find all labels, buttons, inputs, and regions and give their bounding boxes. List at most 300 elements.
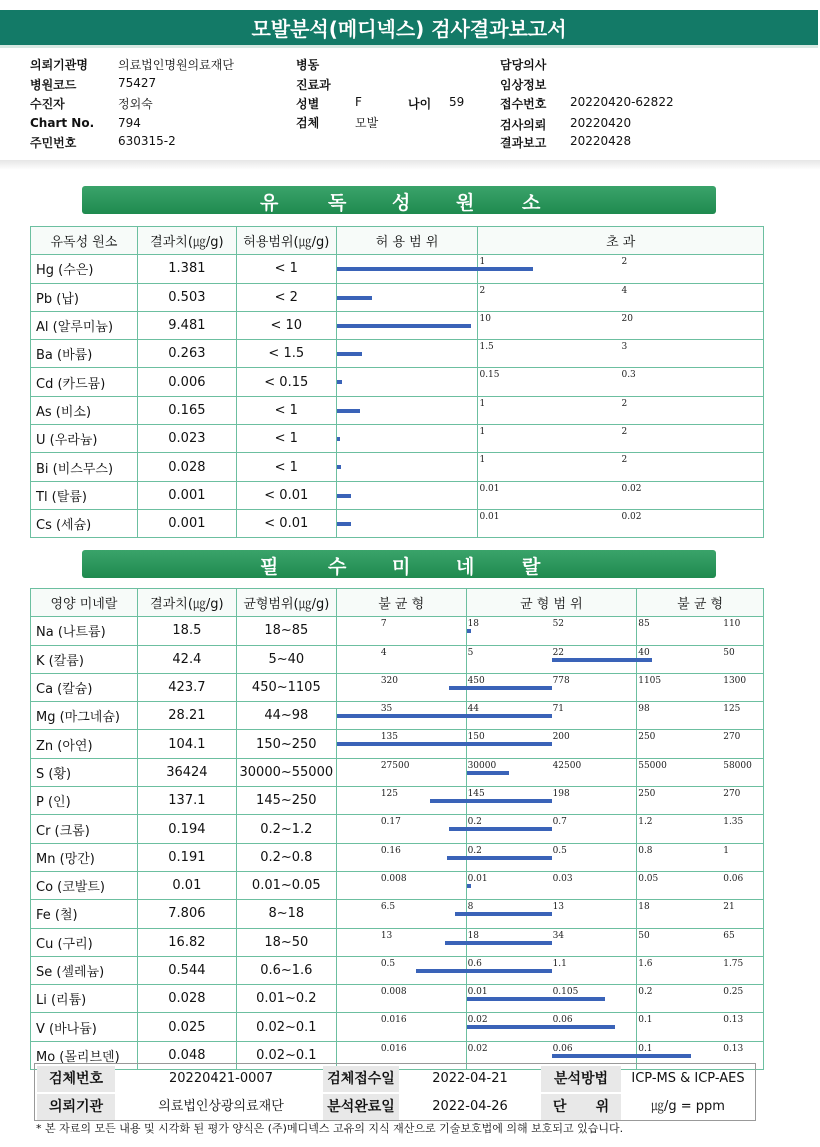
result-bar [467,827,553,831]
high-zone [637,730,764,758]
excess-zone [478,255,764,283]
tick-label: 0.1 [638,1015,653,1026]
mineral-row [31,730,764,758]
balance-zone [466,871,637,899]
high-zone [637,673,764,701]
mineral-header: 불 균 형 [637,589,764,617]
tick-label: 778 [552,675,570,686]
result-bar [467,714,553,718]
low-zone [336,1013,466,1041]
mineral-name: Co (코발트) [31,871,138,899]
result-bar [337,352,362,356]
sex-label: 성별 [296,97,320,111]
excess-zone [478,453,764,481]
chart-value: 794 [118,116,141,130]
tick-label: 0.01 [467,987,488,998]
balance-zone [466,645,637,673]
tick-label: 42500 [552,760,582,771]
receipt-label: 접수번호 [500,97,547,111]
toxic-row [31,425,764,453]
tick-label: 18 [467,930,480,941]
allowed-zone [336,481,478,509]
receipt-date-label: 검체접수일 [323,1066,399,1092]
low-zone [336,900,466,928]
result-bar [337,409,360,413]
toxic-row [31,311,764,339]
tick-label: 320 [380,675,398,686]
toxic-row [31,396,764,424]
mineral-name: Li (리튬) [31,985,138,1013]
tick-label: 0.02 [467,1015,488,1026]
mineral-row [31,702,764,730]
high-zone [637,815,764,843]
tick-label: 0.02 [621,511,642,522]
tick-label: 4 [621,285,628,296]
tick-label: 0.02 [467,1043,488,1054]
tick-label: 0.13 [723,1015,744,1026]
tick-label: 18 [638,902,650,913]
tick-label: 2 [621,455,628,466]
mineral-name: P (인) [31,787,138,815]
clinical-label: 임상정보 [500,78,547,92]
tick-label: 0.01 [479,511,500,522]
result-bar [337,494,351,498]
result-bar [637,658,652,662]
mineral-row [31,985,764,1013]
high-zone [637,645,764,673]
balance-range: 18~85 [236,617,336,645]
excess-zone [478,368,764,396]
institution-label: 의뢰기관명 [30,58,88,72]
result-bar [467,629,471,633]
balance-range: 0.01~0.05 [236,871,336,899]
high-zone [637,956,764,984]
mineral-name: Mn (망간) [31,843,138,871]
toxic-header: 결과치(㎍/g) [137,227,236,255]
low-zone [336,843,466,871]
examinee-label: 수진자 [30,97,65,111]
result-bar [467,686,553,690]
tick-label: 0.105 [552,987,579,998]
mineral-name: Mg (마그네슘) [31,702,138,730]
mineral-banner-char: 네 [456,556,475,578]
tick-label: 50 [638,930,650,941]
mineral-banner-char: 랄 [522,556,541,578]
low-zone [336,985,466,1013]
result-bar [467,799,553,803]
result-value: 16.82 [137,928,236,956]
institution-value: 의료법인명원의료재단 [118,58,234,72]
tick-label: 450 [467,675,485,686]
mineral-name: Ca (칼슘) [31,673,138,701]
result-value: 0.263 [137,340,236,368]
tick-label: 145 [467,789,485,800]
allowed-zone [336,283,478,311]
result-value: 0.001 [137,509,236,537]
tick-label: 0.16 [380,845,401,856]
result-value: 0.006 [137,368,236,396]
result-bar [467,969,553,973]
tick-label: 270 [723,789,741,800]
mineral-name: Cr (크롬) [31,815,138,843]
tick-label: 0.05 [638,873,659,884]
result-bar [467,997,606,1001]
tick-label: 135 [380,732,398,743]
tick-label: 0.008 [380,987,407,998]
tick-label: 0.01 [467,873,488,884]
hospital-code-label: 병원코드 [30,78,77,92]
allowed-zone [336,311,478,339]
low-zone [336,956,466,984]
mineral-row [31,815,764,843]
analysis-footer [34,1063,756,1121]
result-value: 0.191 [137,843,236,871]
high-zone [637,871,764,899]
low-zone [336,787,466,815]
mineral-row [31,928,764,956]
tick-label: 1.5 [479,342,494,353]
sex-value: F [355,95,362,109]
low-zone [336,928,466,956]
tick-label: 22 [552,647,565,658]
tick-label: 0.016 [380,1043,407,1054]
result-bar [337,465,341,469]
tick-label: 1 [479,398,486,409]
tick-label: 52 [552,619,565,630]
tick-label: 1300 [723,675,747,686]
tick-label: 30000 [467,760,497,771]
result-value: 36424 [137,758,236,786]
report-value: 20220428 [570,134,632,148]
mineral-row [31,645,764,673]
result-bar [637,1054,690,1058]
mineral-banner-char: 미 [392,556,411,578]
request-label: 검사의뢰 [500,118,547,132]
tick-label: 0.13 [723,1043,744,1054]
tick-label: 20 [621,313,633,324]
result-value: 137.1 [137,787,236,815]
resident-value: 630315-2 [118,134,176,148]
mineral-banner-char: 필 [260,556,279,578]
tick-label: 125 [723,704,741,715]
balance-range: 30000~55000 [236,758,336,786]
tick-label: 1 [479,455,486,466]
high-zone [637,900,764,928]
element-name: Tl (탈륨) [31,481,138,509]
result-bar [467,742,553,746]
result-value: 1.381 [137,255,236,283]
result-value: 0.028 [137,453,236,481]
element-name: Bi (비스무스) [31,453,138,481]
mineral-banner [82,550,716,578]
balance-zone [466,815,637,843]
low-zone [336,702,466,730]
resident-label: 주민번호 [30,136,77,150]
divider [0,160,820,170]
mineral-name: Na (나트륨) [31,617,138,645]
result-value: 0.028 [137,985,236,1013]
result-bar [337,522,351,526]
mineral-row [31,956,764,984]
tick-label: 35 [380,704,393,715]
tick-label: 250 [638,789,656,800]
mineral-name: Cu (구리) [31,928,138,956]
balance-range: 450~1105 [236,673,336,701]
result-value: 0.503 [137,283,236,311]
tick-label: 55000 [638,760,667,771]
result-bar [467,884,471,888]
mineral-header: 결과치(㎍/g) [137,589,236,617]
result-value: 0.194 [137,815,236,843]
result-value: 0.025 [137,1013,236,1041]
result-bar [337,296,373,300]
mineral-name: Zn (아연) [31,730,138,758]
ward-label: 병동 [296,58,320,72]
tick-label: 1 [479,427,486,438]
tick-label: 1.35 [723,817,744,828]
balance-range: 0.02~0.1 [236,1013,336,1041]
balance-zone [466,928,637,956]
allowed-zone [336,340,478,368]
result-bar [337,380,343,384]
mineral-row [31,1013,764,1041]
age-value: 59 [449,95,465,109]
tick-label: 1 [723,845,729,856]
specimen-value: 모발 [355,116,379,130]
org-value: 의료법인상광의료재단 [158,1099,284,1114]
tick-label: 1.1 [552,958,567,969]
specimen-label: 검체 [296,116,320,130]
balance-zone [466,758,637,786]
tick-label: 1 [479,257,486,268]
low-zone [336,673,466,701]
receipt-value: 20220420-62822 [570,95,674,109]
high-zone [637,787,764,815]
balance-range: 150~250 [236,730,336,758]
toxic-row [31,368,764,396]
result-bar [449,686,467,690]
balance-zone [466,956,637,984]
tick-label: 6.5 [380,902,396,913]
tick-label: 0.3 [621,370,636,381]
element-name: Ba (바륨) [31,340,138,368]
balance-zone [466,985,637,1013]
tick-label: 270 [723,732,741,743]
allowed-range: < 1 [236,396,336,424]
result-value: 0.048 [137,1041,236,1069]
high-zone [637,1013,764,1041]
result-bar [337,742,467,746]
tick-label: 1105 [638,675,662,686]
tick-label: 13 [380,930,393,941]
low-zone [336,758,466,786]
balance-zone [466,900,637,928]
tick-label: 13 [552,902,565,913]
result-bar [447,856,467,860]
result-bar [467,912,553,916]
excess-zone [478,311,764,339]
result-bar [467,1025,616,1029]
balance-zone [466,617,637,645]
mineral-row [31,787,764,815]
balance-range: 0.02~0.1 [236,1041,336,1069]
allowed-range: < 0.15 [236,368,336,396]
tick-label: 0.03 [552,873,573,884]
balance-zone [466,730,637,758]
mineral-name: V (바나듐) [31,1013,138,1041]
tick-label: 2 [621,398,628,409]
allowed-range: < 2 [236,283,336,311]
examinee-value: 정외숙 [118,97,153,111]
toxic-row [31,453,764,481]
result-bar [430,799,466,803]
tick-label: 50 [723,647,735,658]
dept-label: 진료과 [296,78,331,92]
balance-range: 145~250 [236,787,336,815]
result-bar [337,267,479,271]
allowed-zone [336,368,478,396]
tick-label: 4 [380,647,387,658]
balance-zone [466,787,637,815]
tick-label: 2 [479,285,486,296]
toxic-row [31,509,764,537]
tick-label: 1.2 [638,817,653,828]
chart-label: Chart No. [30,116,95,130]
toxic-banner-char: 독 [328,192,347,214]
excess-zone [478,425,764,453]
tick-label: 0.016 [380,1015,407,1026]
allowed-zone [336,453,478,481]
result-bar [337,324,472,328]
result-value: 104.1 [137,730,236,758]
report-label: 결과보고 [500,136,547,150]
mineral-header: 균 형 범 위 [466,589,637,617]
tick-label: 8 [467,902,474,913]
allowed-zone [336,425,478,453]
tick-label: 85 [638,619,650,630]
tick-label: 58000 [723,760,752,771]
tick-label: 0.7 [552,817,567,828]
result-bar [467,856,553,860]
tick-label: 0.5 [380,958,396,969]
mineral-row [31,843,764,871]
result-value: 42.4 [137,645,236,673]
tick-label: 0.01 [479,483,500,494]
excess-zone [478,340,764,368]
mineral-row [31,900,764,928]
result-bar [467,771,510,775]
tick-label: 18 [467,619,480,630]
tick-label: 200 [552,732,570,743]
tick-label: 65 [723,930,735,941]
element-name: Hg (수은) [31,255,138,283]
specimen-no-label: 검체번호 [37,1066,115,1092]
allowed-range: < 10 [236,311,336,339]
low-zone [336,617,466,645]
high-zone [637,758,764,786]
tick-label: 44 [467,704,480,715]
toxic-row [31,255,764,283]
tick-label: 1.6 [638,958,653,969]
mineral-row [31,758,764,786]
tick-label: 7 [380,619,387,630]
allowed-range: < 1.5 [236,340,336,368]
toxic-header: 유독성 원소 [31,227,138,255]
balance-zone [466,1013,637,1041]
done-date-label: 분석완료일 [323,1094,399,1120]
excess-zone [478,481,764,509]
allowed-range: < 1 [236,255,336,283]
high-zone [637,928,764,956]
mineral-banner-char: 수 [328,556,347,578]
low-zone [336,645,466,673]
element-name: Cd (카드뮴) [31,368,138,396]
excess-bar [478,267,532,271]
allowed-range: < 0.01 [236,509,336,537]
balance-range: 0.01~0.2 [236,985,336,1013]
allowed-range: < 0.01 [236,481,336,509]
toxic-header: 허 용 범 위 [336,227,478,255]
result-bar [337,714,467,718]
excess-zone [478,396,764,424]
result-bar [552,1054,638,1058]
mineral-header: 균형범위(㎍/g) [236,589,336,617]
low-zone [336,730,466,758]
balance-zone [466,843,637,871]
tick-label: 0.2 [467,845,482,856]
toxic-banner-char: 성 [392,192,411,214]
tick-label: 0.06 [552,1015,573,1026]
mineral-name: Fe (철) [31,900,138,928]
mineral-table [30,588,764,1070]
result-bar [552,658,638,662]
result-value: 423.7 [137,673,236,701]
tick-label: 0.17 [380,817,401,828]
result-value: 0.01 [137,871,236,899]
allowed-range: < 1 [236,453,336,481]
result-bar [416,969,467,973]
result-bar [337,437,340,441]
method-value: ICP-MS & ICP-AES [631,1071,745,1086]
low-zone [336,871,466,899]
tick-label: 0.5 [552,845,567,856]
tick-label: 34 [552,930,565,941]
tick-label: 0.06 [723,873,744,884]
high-zone [637,617,764,645]
done-date-value: 2022-04-26 [432,1099,508,1114]
tick-label: 0.25 [723,987,744,998]
element-name: Al (알루미늄) [31,311,138,339]
tick-label: 71 [552,704,565,715]
element-name: Pb (납) [31,283,138,311]
element-name: Cs (세슘) [31,509,138,537]
result-value: 18.5 [137,617,236,645]
tick-label: 21 [723,902,735,913]
receipt-date-value: 2022-04-21 [432,1071,508,1086]
mineral-row [31,871,764,899]
excess-zone [478,509,764,537]
result-value: 0.001 [137,481,236,509]
tick-label: 0.02 [621,483,642,494]
specimen-no-value: 20220421-0007 [169,1071,273,1086]
age-label: 나이 [408,97,432,111]
org-label: 의뢰기관 [37,1094,115,1120]
mineral-row [31,617,764,645]
tick-label: 125 [380,789,398,800]
toxic-header: 허용범위(㎍/g) [236,227,336,255]
high-zone [637,843,764,871]
tick-label: 110 [723,619,741,630]
